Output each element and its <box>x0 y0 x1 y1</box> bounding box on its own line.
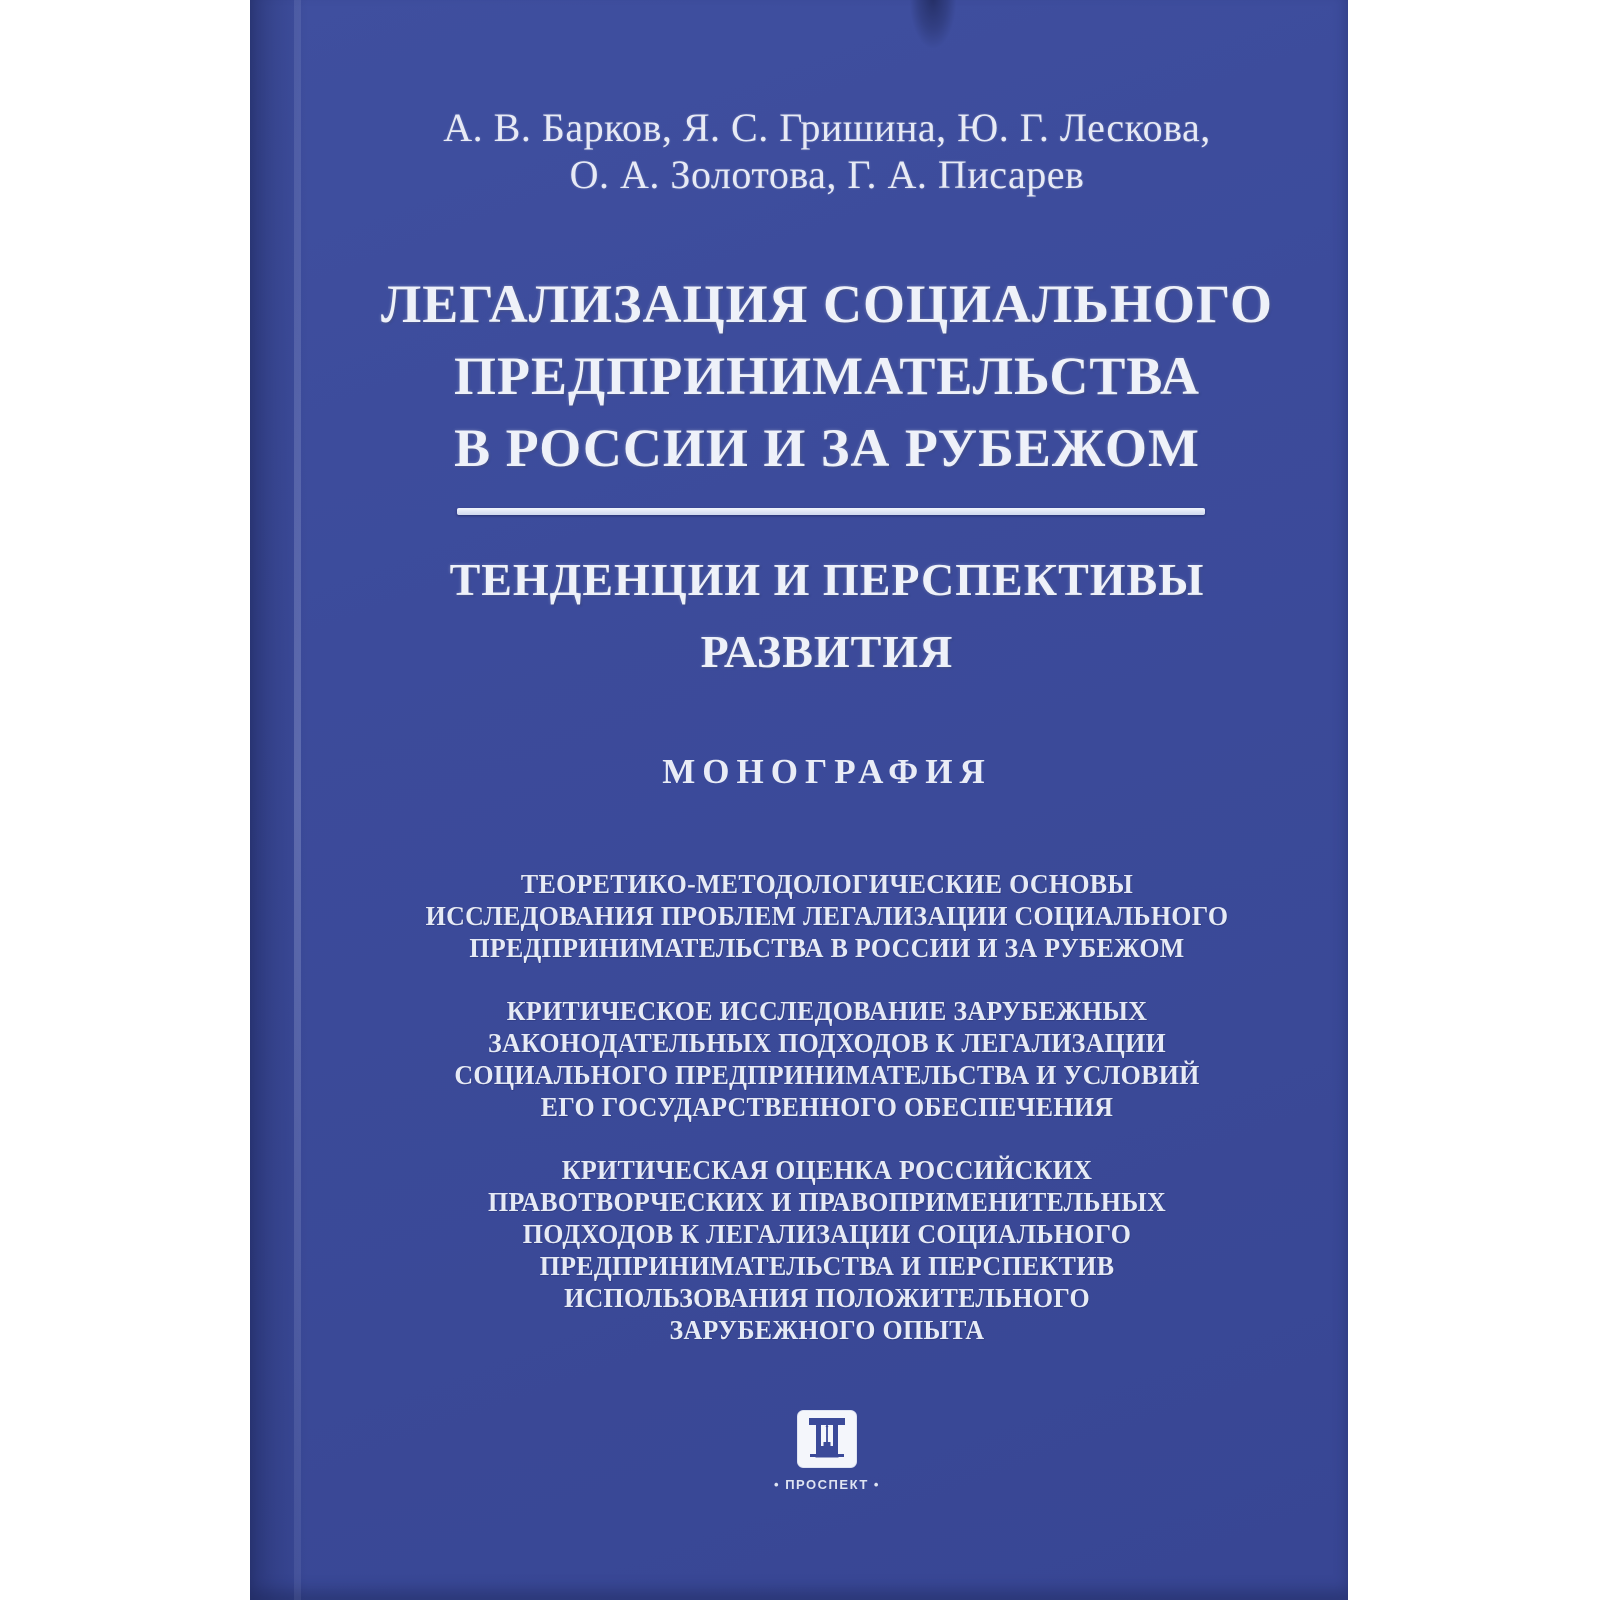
title-line-3: В РОССИИ И ЗА РУБЕЖОМ <box>454 418 1200 478</box>
topic-3-line-4: ПРЕДПРИНИМАТЕЛЬСТВА И ПЕРСПЕКТИВ <box>539 1251 1115 1281</box>
topic-1-line-3: ПРЕДПРИНИМАТЕЛЬСТВА В РОССИИ И ЗА РУБЕЖОМ <box>469 933 1185 963</box>
authors-line-1: А. В. Барков, Я. С. Гришина, Ю. Г. Лескова, <box>443 105 1211 150</box>
topic-3-line-5: ИСПОЛЬЗОВАНИЯ ПОЛОЖИТЕЛЬНОГО <box>564 1283 1090 1313</box>
title-line-2: ПРЕДПРИНИМАТЕЛЬСТВА <box>454 346 1200 406</box>
topic-paragraph-3 <box>333 1154 1322 1346</box>
spine-highlight <box>294 0 301 1600</box>
topics-block <box>312 868 1342 1377</box>
topic-3-line-3: ПОДХОДОВ К ЛЕГАЛИЗАЦИИ СОЦИАЛЬНОГО <box>522 1219 1132 1249</box>
topic-2-line-2: ЗАКОНОДАТЕЛЬНЫХ ПОДХОДОВ К ЛЕГАЛИЗАЦИИ <box>488 1028 1166 1058</box>
spine-shadow <box>250 0 308 1600</box>
topic-1-line-2: ИССЛЕДОВАНИЯ ПРОБЛЕМ ЛЕГАЛИЗАЦИИ СОЦИАЛЬНОГО <box>425 901 1229 931</box>
publisher-name: • ПРОСПЕКТ • <box>774 1477 880 1492</box>
authors-block <box>312 104 1342 198</box>
title-line-1: ЛЕГАЛИЗАЦИЯ СОЦИАЛЬНОГО <box>381 274 1273 334</box>
topic-1-line-1: ТЕОРЕТИКО-МЕТОДОЛОГИЧЕСКИЕ ОСНОВЫ <box>520 869 1134 899</box>
topic-2-line-4: ЕГО ГОСУДАРСТВЕННОГО ОБЕСПЕЧЕНИЯ <box>540 1092 1114 1122</box>
book-subtitle <box>312 544 1342 688</box>
authors-line-2: О. А. Золотова, Г. А. Писарев <box>569 152 1085 197</box>
topic-2-line-1: КРИТИЧЕСКОЕ ИССЛЕДОВАНИЕ ЗАРУБЕЖНЫХ <box>506 996 1148 1026</box>
book-title <box>312 268 1342 484</box>
top-edge-mark <box>910 0 956 48</box>
topic-paragraph-1 <box>333 868 1322 964</box>
prospekt-gate-tower-icon <box>797 1410 857 1468</box>
topic-paragraph-2 <box>333 995 1322 1123</box>
topic-2-line-3: СОЦИАЛЬНОГО ПРЕДПРИНИМАТЕЛЬСТВА И УСЛОВИЙ <box>454 1060 1200 1090</box>
book-cover <box>250 0 1348 1600</box>
topic-3-line-2: ПРАВОТВОРЧЕСКИХ И ПРАВОПРИМЕНИТЕЛЬНЫХ <box>488 1187 1166 1217</box>
publisher-logo <box>312 1410 1342 1492</box>
subtitle-line-1: ТЕНДЕНЦИИ И ПЕРСПЕКТИВЫ <box>449 554 1205 605</box>
edition-type: МОНОГРАФИЯ <box>662 752 992 791</box>
subtitle-line-2: РАЗВИТИЯ <box>700 626 954 677</box>
title-divider-rule <box>457 508 1205 515</box>
topic-3-line-1: КРИТИЧЕСКАЯ ОЦЕНКА РОССИЙСКИХ <box>561 1155 1093 1185</box>
topic-3-line-6: ЗАРУБЕЖНОГО ОПЫТА <box>669 1315 985 1345</box>
